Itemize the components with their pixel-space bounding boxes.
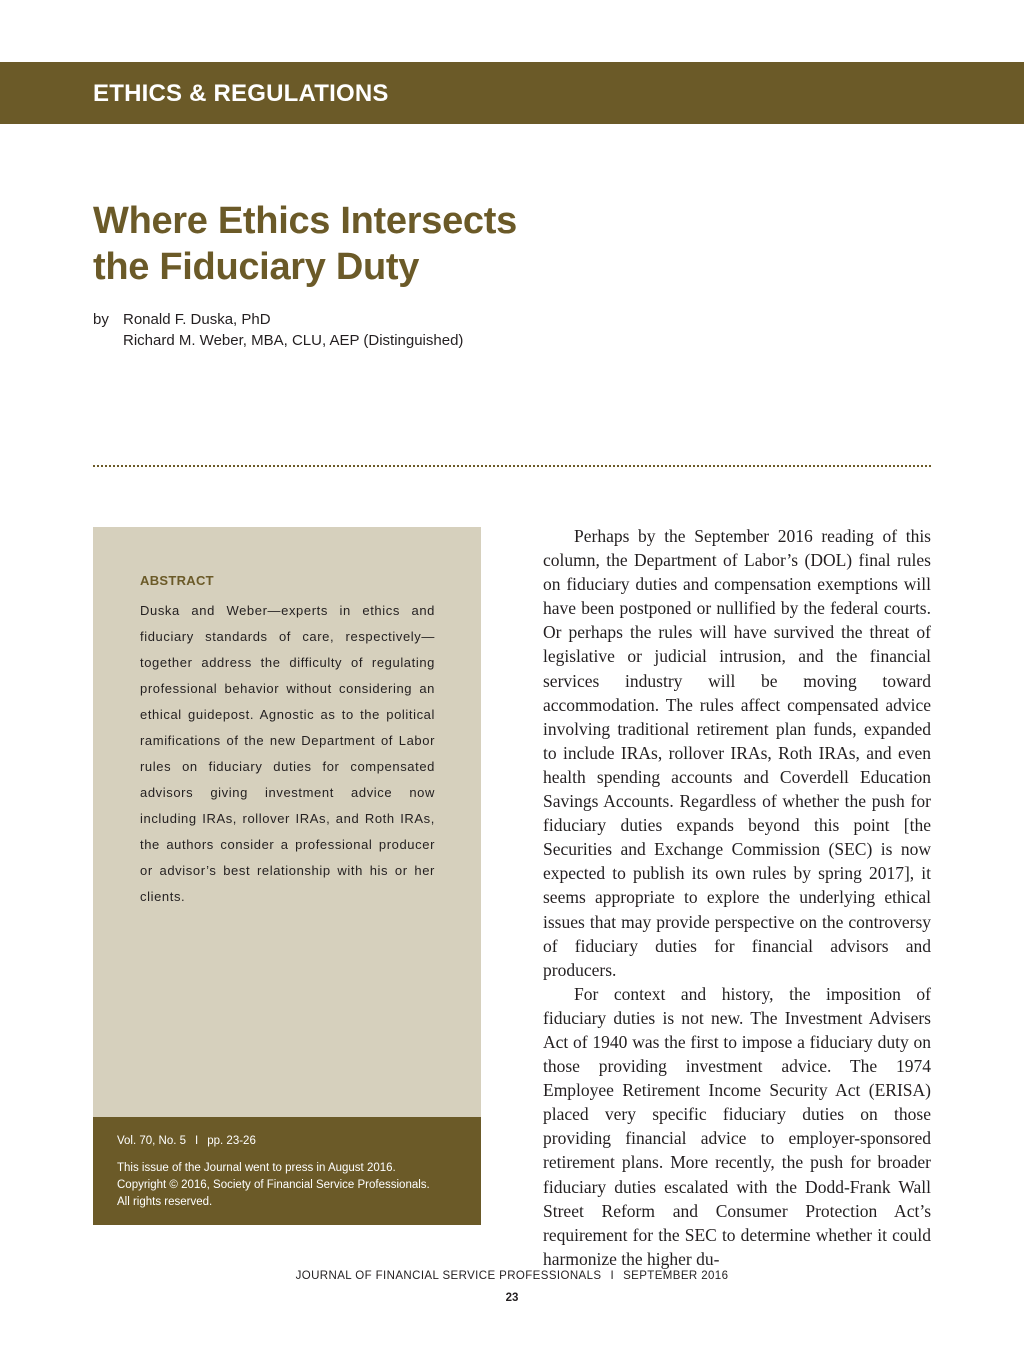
body-paragraph: Perhaps by the September 2016 reading of this column, the Department of Labor’s (DOL) final rules on fiduciary duties and compensation exemptions will have been postponed or nullified by the federal courts. Or perhaps the rules will have survived the threat of legislative or judicial intrusion, and the financial services industry will be moving toward accommodation. The rules affect compensated advice involving traditional retirement plan funds, expanded to include IRAs, rollover IRAs, Roth IRAs, and even health spending accounts and Coverdell Education Savings Accounts. Regardless of whether the push for fiduciary duties expands beyond this point [the Securities and Exchange Commission (SEC) is now expected to publish its own rules by spring 2017], it seems appropriate to explore the underlying ethical issues that may provide perspective on the controversy of fiduciary duties for financial advisors and producers. xyxy=(543,526,931,980)
abstract-panel xyxy=(93,527,481,1117)
author-name: Richard M. Weber, MBA, CLU, AEP (Distinguished) xyxy=(123,332,464,349)
issue-separator: I xyxy=(195,1135,199,1147)
copyright-line: Copyright © 2016, Society of Financial Service Professionals. xyxy=(117,1179,430,1191)
rights-line: All rights reserved. xyxy=(117,1196,213,1208)
issue-date: SEPTEMBER 2016 xyxy=(623,1270,729,1282)
page-number: 23 xyxy=(505,1292,519,1304)
press-note-line: This issue of the Journal went to press in August 2016. xyxy=(117,1162,396,1174)
section-label: ETHICS & REGULATIONS xyxy=(93,80,389,107)
article-body xyxy=(543,524,931,1271)
page-footer xyxy=(0,1270,1024,1282)
issue-info-panel xyxy=(93,1117,481,1225)
article-title-line-2: the Fiduciary Duty xyxy=(93,246,420,288)
abstract-text: Duska and Weber—experts in ethics and fiduciary standards of care, respectively—together address the difficulty of regulating professional behavior without considering an ethical guidepost. Agnostic as to the political ramifications of the new Department of Labor rules on fiduciary duties for compensated advisors giving investment advice now including IRAs, rollover IRAs, and Roth IRAs, the authors consider a professional producer or advisor’s best relationship with his or her clients. xyxy=(140,603,435,904)
body-paragraph: For context and history, the imposition of fiduciary duties is not new. The Investment Advisers Act of 1940 was the first to impose a fiduciary duty on those providing investment advice. The 1974 Employee Retirement Income Security Act (ERISA) placed very specific fiduciary duties on those providing financial advice to employer-sponsored retirement plans. More recently, the push for broader fiduciary duties escalated with the Dodd-Frank Wall Street Reform and Consumer Protection Act’s requirement for the SEC to determine whether it could harmonize the higher du- xyxy=(543,983,931,1269)
press-note xyxy=(117,1160,472,1211)
article-title-line-1: Where Ethics Intersects xyxy=(93,200,517,242)
issue-line xyxy=(117,1135,256,1147)
issue-pages: pp. 23-26 xyxy=(207,1135,256,1147)
issue-volume: Vol. 70, No. 5 xyxy=(117,1135,187,1147)
article-title xyxy=(93,198,517,290)
journal-name: JOURNAL OF FINANCIAL SERVICE PROFESSIONALS xyxy=(295,1270,602,1282)
dotted-divider xyxy=(93,465,931,467)
footer-separator: I xyxy=(610,1270,615,1282)
author-name: Ronald F. Duska, PhD xyxy=(123,311,271,328)
by-label: by xyxy=(93,311,109,328)
abstract-heading: ABSTRACT xyxy=(140,573,214,588)
